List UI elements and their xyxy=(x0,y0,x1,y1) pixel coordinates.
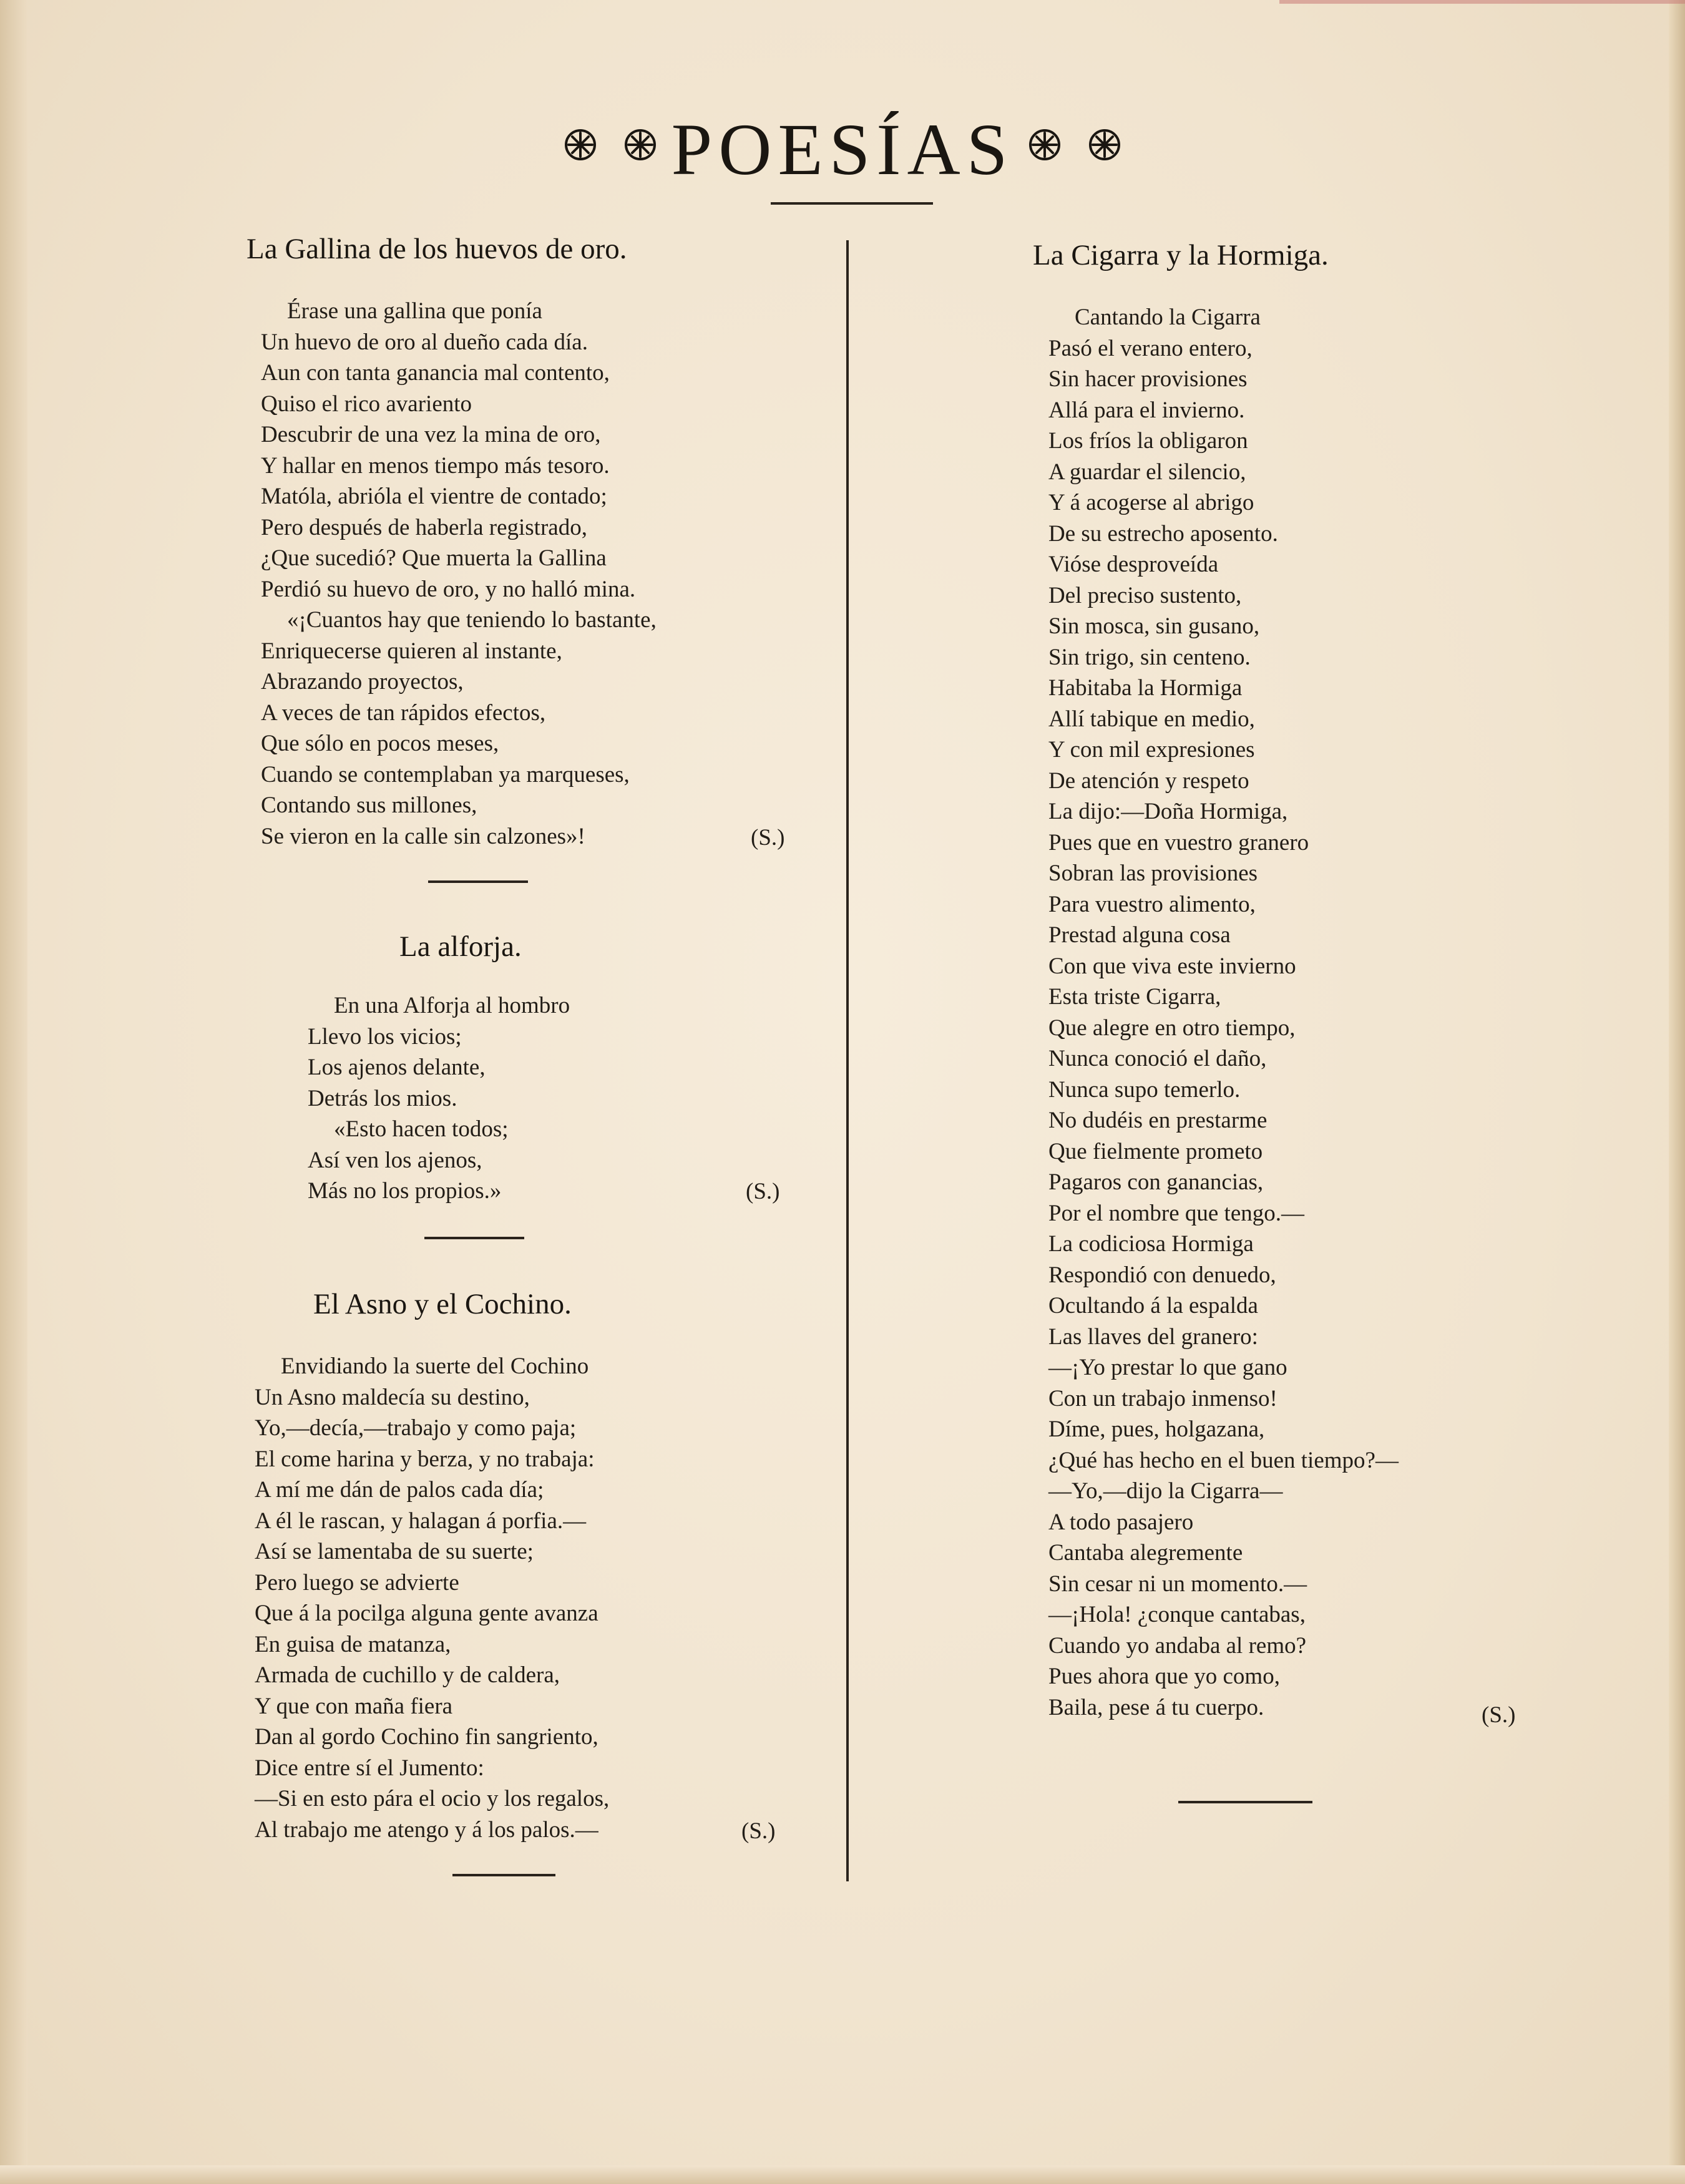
poem-line: —¡Yo prestar lo que gano xyxy=(1048,1355,1287,1380)
poem-line: ¿Qué has hecho en el buen tiempo?— xyxy=(1048,1447,1399,1473)
poem-line: Que sólo en pocos meses, xyxy=(261,731,499,756)
column-divider xyxy=(846,240,849,1881)
poem-line: En una Alforja al hombro xyxy=(334,993,570,1018)
poem-signature: (S.) xyxy=(1482,1702,1516,1728)
poem-line: Nunca supo temerlo. xyxy=(1048,1076,1241,1103)
poem-line: —Si en esto pára el ocio y los regalos, xyxy=(255,1786,610,1811)
poem-line: Con que viva este invierno xyxy=(1048,953,1296,979)
poem-body-alforja xyxy=(308,990,570,1207)
poem-line: La codiciosa Hormiga xyxy=(1048,1231,1254,1257)
poem-line: No dudéis en prestarme xyxy=(1048,1108,1267,1133)
poem-line: Las llaves del granero: xyxy=(1048,1324,1258,1350)
poem-line: Y á acogerse al abrigo xyxy=(1048,490,1254,515)
poem-line: Y hallar en menos tiempo más tesoro. xyxy=(261,452,610,479)
rosette-icon xyxy=(1088,128,1121,162)
poem-line: Los ajenos delante, xyxy=(308,1055,486,1080)
poem-line: Armada de cuchillo y de caldera, xyxy=(255,1662,560,1688)
poem-line: A guardar el silencio, xyxy=(1048,459,1246,485)
poem-line: Vióse desproveída xyxy=(1048,552,1219,577)
poem-line: Se vieron en la calle sin calzones»! xyxy=(261,823,585,849)
poem-line: Detrás los mios. xyxy=(308,1085,457,1111)
poem-line: El come harina y berza, y no trabaja: xyxy=(255,1446,595,1472)
poem-line: Dice entre sí el Jumento: xyxy=(255,1755,484,1781)
poem-line: Esta triste Cigarra, xyxy=(1048,984,1221,1010)
poem-line: Los fríos la obligaron xyxy=(1048,428,1248,454)
poem-line: Sobran las provisiones xyxy=(1048,860,1258,886)
poem-body-gallina xyxy=(261,296,657,852)
poem-line: Con un trabajo inmenso! xyxy=(1048,1385,1277,1411)
poem-line: Pagaros con ganancias, xyxy=(1048,1169,1264,1195)
poem-body-cigarra xyxy=(1048,302,1399,1723)
poem-signature: (S.) xyxy=(746,1179,780,1204)
poem-line: De su estrecho aposento. xyxy=(1048,520,1278,547)
poem-line: Así se lamentaba de su suerte; xyxy=(255,1539,534,1564)
poem-line: Perdió su huevo de oro, y no halló mina. xyxy=(261,576,636,602)
page-edge-left xyxy=(0,0,27,2184)
poem-line: Que alegre en otro tiempo, xyxy=(1048,1015,1296,1041)
title-underline xyxy=(771,202,933,205)
poem-line: Y que con maña fiera xyxy=(255,1693,453,1719)
poem-line: Cantando la Cigarra xyxy=(1075,305,1261,330)
poem-line: Abrazando proyectos, xyxy=(261,669,464,695)
poem-line: Baila, pese á tu cuerpo. xyxy=(1048,1694,1264,1720)
poem-line: Un huevo de oro al dueño cada día. xyxy=(261,329,588,355)
poem-line: Pues ahora que yo como, xyxy=(1048,1664,1280,1689)
poem-line: En guisa de matanza, xyxy=(255,1631,451,1657)
poem-line: Sin trigo, sin centeno. xyxy=(1048,644,1251,670)
poem-line: Nunca conoció el daño, xyxy=(1048,1046,1267,1071)
rosette-icon xyxy=(623,128,657,162)
poem-line: Quiso el rico avariento xyxy=(261,391,472,417)
poem-title-asno: El Asno y el Cochino. xyxy=(313,1288,572,1320)
poem-line: Llevo los vicios; xyxy=(308,1023,462,1050)
poem-line: Enriquecerse quieren al instante, xyxy=(261,638,562,664)
poem-line: Así ven los ajenos, xyxy=(308,1147,482,1173)
page-edge-top-stain xyxy=(1279,0,1685,4)
rosette-icon xyxy=(1028,128,1062,162)
poem-line: Pues que en vuestro granero xyxy=(1048,829,1309,856)
poem-line: Dan al gordo Cochino fin sangriento, xyxy=(255,1724,598,1750)
poem-line: Que á la pocilga alguna gente avanza xyxy=(255,1601,598,1626)
poem-title-gallina: La Gallina de los huevos de oro. xyxy=(247,233,627,265)
poem-line: Envidiando la suerte del Cochino xyxy=(281,1353,589,1379)
poem-line: Allí tabique en medio, xyxy=(1048,706,1255,732)
poem-line: Cantaba alegremente xyxy=(1048,1540,1243,1566)
poem-line: «Esto hacen todos; xyxy=(334,1116,509,1142)
poem-title-alforja: La alforja. xyxy=(399,930,522,963)
poem-title-cigarra: La Cigarra y la Hormiga. xyxy=(1033,239,1329,271)
poem-line: A veces de tan rápidos efectos, xyxy=(261,700,546,726)
rosette-icon xyxy=(564,128,597,162)
poem-line: Cuando se contemplaban ya marqueses, xyxy=(261,761,630,787)
poem-line: Contando sus millones, xyxy=(261,792,477,818)
poem-line: Al trabajo me atengo y á los palos.— xyxy=(255,1816,598,1843)
poem-line: A mí me dán de palos cada día; xyxy=(255,1477,544,1503)
poem-signature: (S.) xyxy=(741,1818,776,1844)
poem-line: Del preciso sustento, xyxy=(1048,582,1242,608)
page-edge-bottom xyxy=(0,2165,1685,2184)
poem-line: Érase una gallina que ponía xyxy=(287,298,542,324)
poem-line: Habitaba la Hormiga xyxy=(1048,675,1243,701)
section-divider xyxy=(424,1237,524,1239)
page-edge-right xyxy=(1669,0,1685,2184)
poem-line: Ocultando á la espalda xyxy=(1048,1293,1258,1319)
poem-line: —¡Hola! ¿conque cantabas, xyxy=(1048,1602,1306,1627)
poem-line: ¿Que sucedió? Que muerta la Gallina xyxy=(261,545,607,571)
poem-line: Díme, pues, holgazana, xyxy=(1048,1416,1265,1442)
poem-line: «¡Cuantos hay que teniendo lo bastante, xyxy=(287,607,657,633)
section-divider xyxy=(1178,1801,1312,1803)
poem-line: Pero luego se advierte xyxy=(255,1569,459,1596)
poem-line: Aun con tanta ganancia mal contento, xyxy=(261,360,610,386)
poem-line: Matóla, abrióla el vientre de contado; xyxy=(261,484,607,509)
poem-line: Sin cesar ni un momento.— xyxy=(1048,1571,1307,1597)
poem-line: Un Asno maldecía su destino, xyxy=(255,1384,530,1410)
poem-line: Cuando yo andaba al remo? xyxy=(1048,1632,1307,1659)
poem-line: Sin hacer provisiones xyxy=(1048,366,1248,392)
poem-line: Descubrir de una vez la mina de oro, xyxy=(261,422,601,447)
poem-line: Prestad alguna cosa xyxy=(1048,922,1231,948)
poem-line: Por el nombre que tengo.— xyxy=(1048,1200,1304,1226)
poem-line: Para vuestro alimento, xyxy=(1048,891,1256,917)
poem-line: La dijo:—Doña Hormiga, xyxy=(1048,799,1288,824)
poem-line: Yo,—decía,—trabajo y como paja; xyxy=(255,1415,577,1441)
section-divider xyxy=(452,1874,555,1876)
page-title: POESÍAS xyxy=(671,109,1014,190)
section-divider xyxy=(428,880,528,883)
poem-line: Pasó el verano entero, xyxy=(1048,335,1253,361)
poem-line: Allá para el invierno. xyxy=(1048,397,1245,423)
poem-line: Respondió con denuedo, xyxy=(1048,1262,1276,1288)
poem-line: A todo pasajero xyxy=(1048,1509,1194,1535)
poem-line: Más no los propios.» xyxy=(308,1178,502,1204)
poem-line: Pero después de haberla registrado, xyxy=(261,514,587,540)
poem-body-asno xyxy=(255,1351,609,1845)
poem-signature: (S.) xyxy=(751,825,785,851)
masthead xyxy=(0,106,1685,193)
poem-line: Que fielmente prometo xyxy=(1048,1138,1263,1164)
poem-line: —Yo,—dijo la Cigarra— xyxy=(1048,1478,1283,1504)
poem-line: A él le rascan, y halagan á porfia.— xyxy=(255,1508,587,1534)
poem-line: De atención y respeto xyxy=(1048,768,1249,794)
poem-line: Sin mosca, sin gusano, xyxy=(1048,613,1260,639)
poem-line: Y con mil expresiones xyxy=(1048,737,1255,763)
